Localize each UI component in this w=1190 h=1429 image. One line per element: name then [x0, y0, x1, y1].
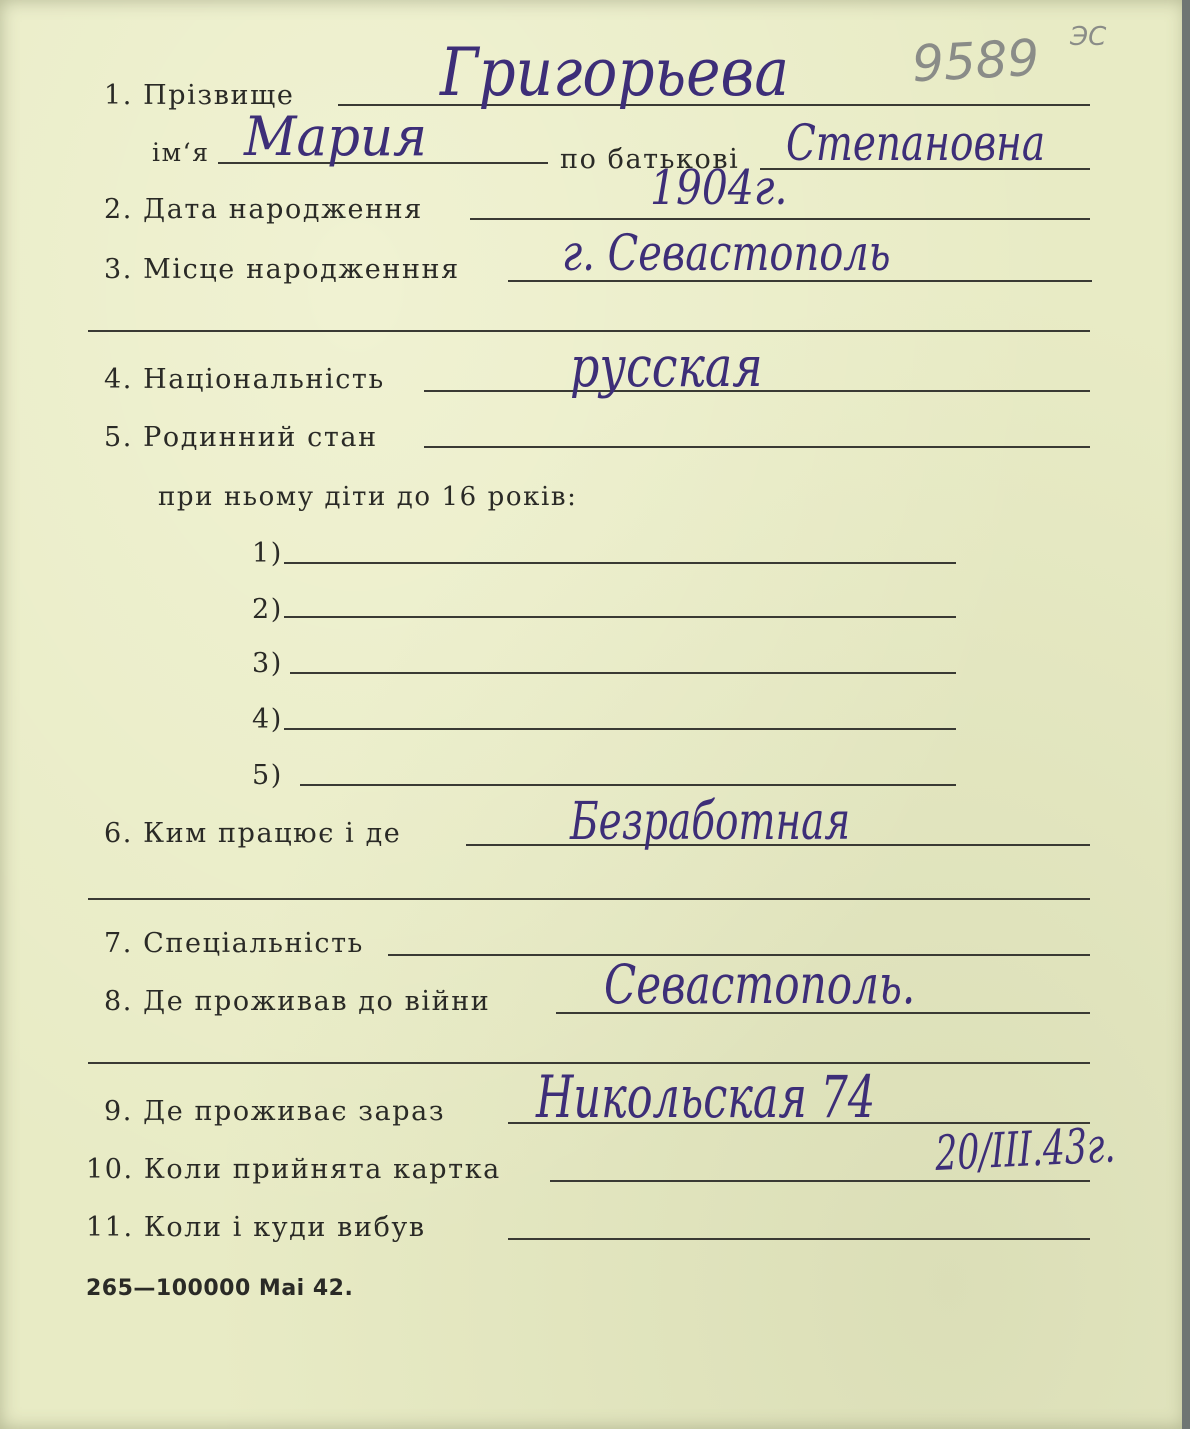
departure-label: 11. Коли і куди вибув	[86, 1212, 426, 1243]
record-number: 9589	[910, 28, 1041, 94]
card-accepted-label: 10. Коли прийнята картка	[86, 1154, 501, 1185]
child-1-line	[284, 562, 956, 564]
card-accepted-line	[550, 1180, 1090, 1182]
card-accepted-value: 20/III.43г.	[934, 1117, 1116, 1182]
print-code: 265—100000 Mai 42.	[86, 1276, 354, 1301]
child-5-label: 5)	[252, 760, 283, 791]
record-mark: ЭС	[1070, 22, 1107, 52]
prewar-residence-value: Севастополь.	[604, 953, 916, 1016]
occupation-value: Безработная	[570, 792, 851, 852]
patronymic-value: Степановна	[786, 114, 1046, 172]
birth-date-line	[470, 218, 1090, 220]
current-residence-value: Никольская 74	[536, 1063, 876, 1131]
patronymic-label: по батькові	[560, 144, 740, 175]
departure-line	[508, 1238, 1090, 1240]
birth-place-line-2	[88, 330, 1090, 332]
surname-value: Григорьева	[440, 34, 789, 111]
nationality-label: 4. Національність	[104, 364, 385, 395]
child-2-label: 2)	[252, 594, 283, 625]
occupation-label: 6. Ким працює і де	[104, 818, 402, 849]
marital-status-line	[424, 446, 1090, 448]
child-3-line	[290, 672, 956, 674]
birth-place-value: г. Севастополь	[562, 224, 891, 282]
birth-date-value: 1904г.	[650, 160, 788, 216]
child-5-line	[300, 784, 956, 786]
marital-status-label: 5. Родинний стан	[104, 422, 378, 453]
card-edge	[1182, 0, 1190, 1429]
prewar-residence-label: 8. Де проживав до війни	[104, 986, 491, 1017]
child-4-line	[284, 728, 956, 730]
birth-date-label: 2. Дата народження	[104, 194, 423, 225]
child-4-label: 4)	[252, 704, 283, 735]
name-value: Мария	[244, 105, 427, 168]
child-2-line	[284, 616, 956, 618]
nationality-value: русская	[570, 335, 763, 400]
current-residence-label: 9. Де проживає зараз	[104, 1096, 446, 1127]
surname-label: 1. Прізвище	[104, 80, 295, 111]
occupation-line-2	[88, 898, 1090, 900]
birth-place-label: 3. Місце народженння	[104, 254, 460, 285]
children-label: при ньому діти до 16 років:	[158, 482, 578, 512]
speciality-label: 7. Спеціальність	[104, 928, 364, 959]
name-label: ім‘я	[152, 138, 210, 167]
child-1-label: 1)	[252, 538, 283, 569]
child-3-label: 3)	[252, 648, 283, 679]
